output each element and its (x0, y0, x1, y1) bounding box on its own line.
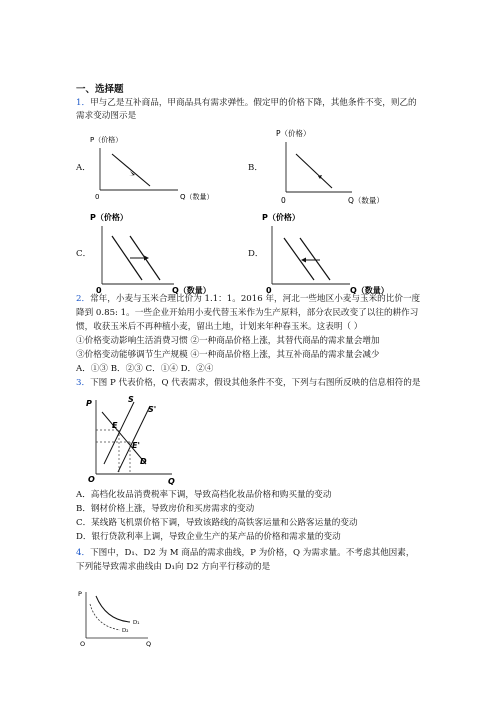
question-4-line-1 (76, 548, 414, 559)
question-3-option-c: C．某线路飞机票价格下调，导致该路线的高铁客运量和公路客运量的变动 (76, 518, 358, 528)
option-c-label: C． (76, 249, 92, 259)
graph-d-demand-curve-1 (284, 238, 314, 280)
question-4-graph (78, 586, 178, 652)
question-3-option-b: B．钢材价格上涨，导致房价和买房需求的变动 (76, 504, 255, 514)
question-2-line-3: 惯，收获玉米后不再种植小麦，留出土地，计划来年种春玉米。这表明（ ） (76, 322, 363, 332)
graph-c (84, 210, 224, 294)
question-2-statements-1: ①价格变动影响生活消费习惯 ②一种商品价格上涨，其替代商品的需求量会增加 (76, 336, 380, 346)
graph-b-x-label: Q（数量） (348, 196, 384, 205)
q3-graph-s2-label: S' (148, 405, 157, 414)
graph-b-demand-curve (296, 154, 332, 188)
question-1-number: 1． (76, 98, 91, 108)
q4-graph-d1-label: D₁ (133, 620, 140, 626)
graph-c-origin: 0 (96, 286, 102, 295)
question-2-number: 2． (76, 294, 91, 304)
question-3-option-d: D．银行贷款利率上调，导致企业生产的某产品的价格和需求量的变动 (76, 532, 341, 542)
graph-d-x-label: Q（数量） (350, 286, 389, 295)
graph-a-arrow-icon (129, 171, 135, 176)
option-d-label: D． (248, 249, 264, 259)
graph-d (256, 210, 406, 294)
question-3-text: 下图 P 代表价格，Q 代表需求，假设其他条件不变，下列与右图所反映的信息相符的是 (90, 378, 421, 388)
question-4-line-2: 下列能导致需求曲线由 D₁向 D2 方向平行移动的是 (76, 562, 271, 572)
graph-a-x-label: Q（数量） (180, 193, 214, 201)
q3-graph-p-label: P (86, 399, 92, 408)
q4-demand-curve-d2 (90, 604, 120, 630)
question-2-options: A．①③ B．②③ C．①④ D．②④ (76, 364, 214, 374)
graph-c-y-label: P（价格） (90, 213, 128, 222)
q3-graph-e2-label: E' (132, 441, 140, 450)
graph-a (90, 128, 214, 208)
q4-graph-q-label: Q (146, 640, 152, 648)
graph-c-x-label: Q（数量） (172, 286, 211, 295)
q3-graph-d-label: D (140, 457, 147, 466)
q3-graph-q-label: Q (168, 477, 175, 486)
q3-graph-s-label: S (128, 395, 134, 404)
graph-d-y-label: P（价格） (262, 213, 300, 222)
q4-graph-d2-label: D₂ (122, 628, 129, 634)
question-2-line-1 (76, 294, 420, 305)
q4-graph-o-label: O (80, 640, 86, 648)
question-1-line-2: 需求变动图示是 (76, 111, 137, 121)
q4-graph-p-label: P (78, 590, 82, 598)
section-title: 一、选择题 (76, 84, 124, 95)
question-2-line-2: 降到 0.85: 1。一些企业开始用小麦代替玉米作为生产原料，部分农民改变了以往的耕作习 (76, 308, 419, 318)
question-3-number: 3． (76, 378, 91, 388)
graph-b-origin: 0 (281, 196, 286, 205)
question-4-text: 下图中，D₁、D2 为 M 商品的需求曲线，P 为价格，Q 为需求量。不考虑其他因素， (90, 548, 415, 558)
graph-a-origin: 0 (95, 193, 100, 201)
question-1-line-1 (76, 98, 417, 109)
graph-a-y-label: P（价格） (90, 136, 123, 144)
q3-graph-e-label: E (112, 421, 118, 430)
option-a-label: A． (76, 163, 91, 173)
graph-b (260, 126, 390, 206)
question-2-statements-2: ③价格变动能够调节生产规模 ④一种商品价格上涨，其互补商品的需求量会减少 (76, 350, 380, 360)
question-2-text: 常年，小麦与玉米合理比价为 1.1：1。2016 年，河北一些地区小麦与玉米的比价一度 (90, 294, 421, 304)
question-4-number: 4． (76, 548, 91, 558)
graph-b-y-label: P（价格） (276, 129, 311, 138)
question-3-option-a: A．高档化妆品消费税率下调，导致高档化妆品价格和购买量的变动 (76, 490, 332, 500)
q4-demand-curve-d1 (96, 596, 130, 622)
graph-a-demand-curve (112, 154, 150, 186)
q3-graph-o-label: O (88, 475, 95, 484)
question-3-line-1 (76, 378, 420, 389)
option-b-label: B． (248, 163, 263, 173)
question-1-text: 甲与乙是互补商品，甲商品具有需求弹性。假定甲的价格下降，其他条件不变，则乙的 (90, 98, 417, 108)
question-3-graph (84, 392, 204, 488)
graph-d-arrow-icon (301, 258, 306, 263)
graph-d-origin: 0 (266, 286, 272, 295)
